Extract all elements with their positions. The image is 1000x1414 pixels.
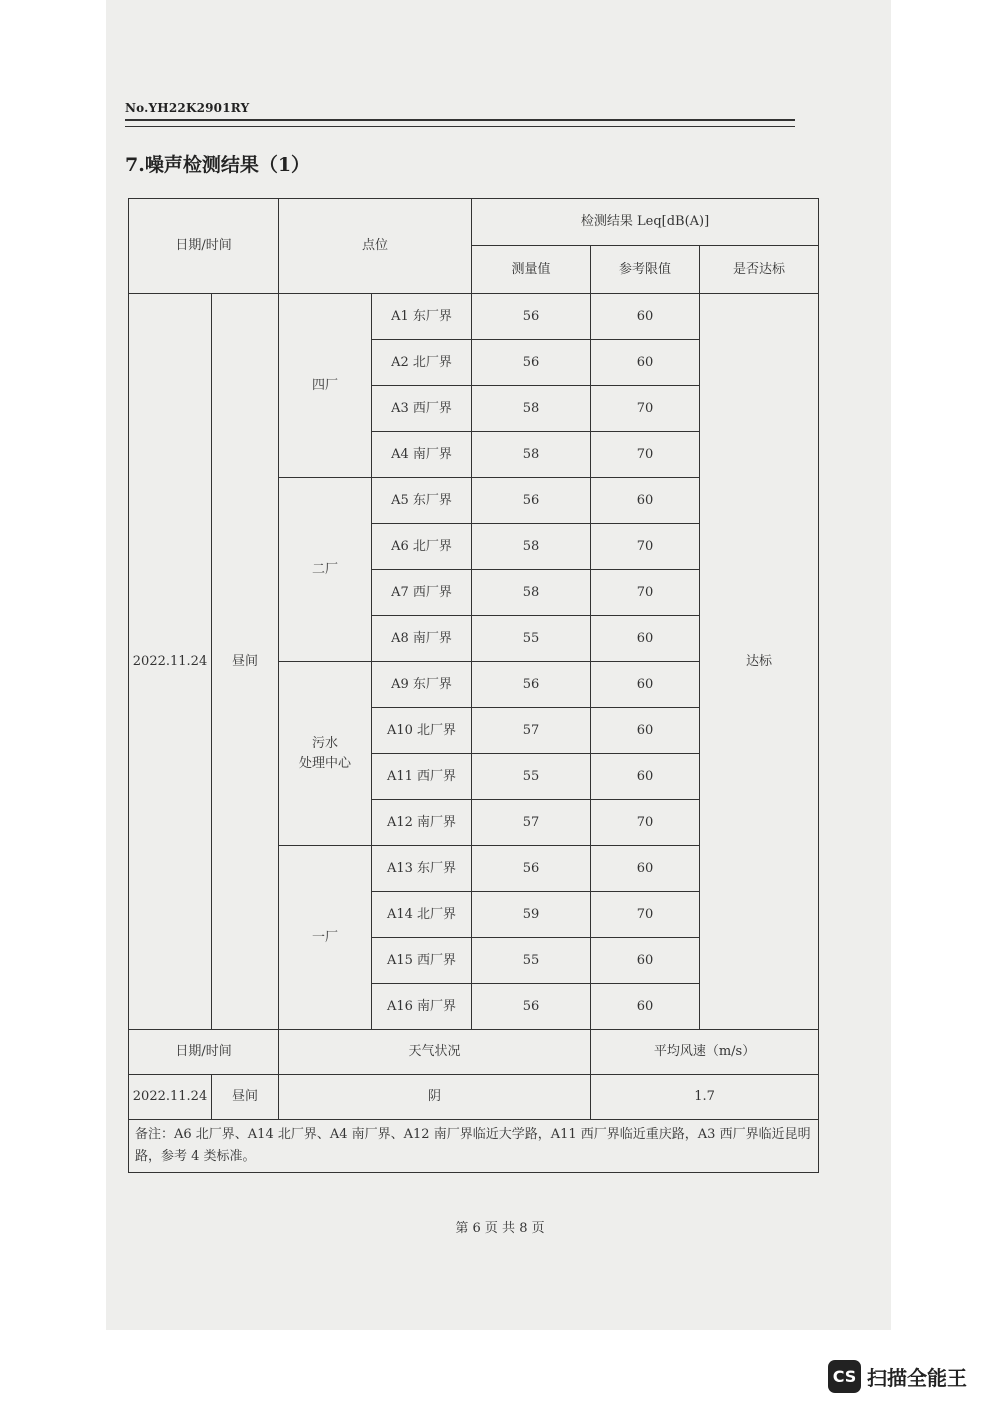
point-cell: A2 北厂界: [372, 340, 472, 386]
table-row: [129, 294, 819, 340]
date-cell: 2022.11.24: [129, 294, 212, 1030]
noise-results-table: [128, 198, 819, 1173]
measured-cell: 55: [472, 754, 591, 800]
verdict-cell: 达标: [700, 294, 819, 1030]
weather-datetime-label: 日期/时间: [129, 1030, 279, 1075]
point-cell: A9 东厂界: [372, 662, 472, 708]
header-datetime: 日期/时间: [129, 199, 279, 294]
measured-cell: 56: [472, 846, 591, 892]
point-cell: A6 北厂界: [372, 524, 472, 570]
measured-cell: 58: [472, 386, 591, 432]
limit-cell: 70: [591, 524, 700, 570]
weather-wind-label: 平均风速（m/s）: [591, 1030, 819, 1075]
header-limit: 参考限值: [591, 246, 700, 294]
point-cell: A13 东厂界: [372, 846, 472, 892]
weather-period: 昼间: [212, 1075, 279, 1120]
group-name: [279, 662, 372, 846]
limit-cell: 70: [591, 386, 700, 432]
measured-cell: 58: [472, 432, 591, 478]
measured-cell: 56: [472, 294, 591, 340]
limit-cell: 60: [591, 846, 700, 892]
weather-condition-label: 天气状况: [279, 1030, 591, 1075]
point-cell: A12 南厂界: [372, 800, 472, 846]
scanner-watermark: [828, 1360, 967, 1393]
point-cell: A1 东厂界: [372, 294, 472, 340]
limit-cell: 70: [591, 432, 700, 478]
point-cell: A15 西厂界: [372, 938, 472, 984]
group-name: 四厂: [279, 294, 372, 478]
measured-cell: 58: [472, 570, 591, 616]
header-rule: [125, 119, 795, 127]
header-point: 点位: [279, 199, 472, 294]
limit-cell: 60: [591, 294, 700, 340]
page-number: 第 6 页 共 8 页: [455, 1221, 545, 1236]
watermark-app-name: 扫描全能王: [867, 1366, 967, 1390]
limit-cell: 60: [591, 938, 700, 984]
limit-cell: 70: [591, 570, 700, 616]
point-cell: A16 南厂界: [372, 984, 472, 1030]
point-cell: A5 东厂界: [372, 478, 472, 524]
point-cell: A3 西厂界: [372, 386, 472, 432]
group-name-line2: 处理中心: [299, 755, 352, 771]
weather-wind: 1.7: [591, 1075, 819, 1120]
measured-cell: 58: [472, 524, 591, 570]
weather-date: 2022.11.24: [129, 1075, 212, 1120]
limit-cell: 70: [591, 892, 700, 938]
measured-cell: 55: [472, 616, 591, 662]
point-cell: A10 北厂界: [372, 708, 472, 754]
limit-cell: 60: [591, 340, 700, 386]
remark-note: 备注：A6 北厂界、A14 北厂界、A4 南厂界、A12 南厂界临近大学路，A11 西厂界临近重庆路，A3 西厂界临近昆明路，参考 4 类标准。: [129, 1120, 819, 1173]
point-cell: A8 南厂界: [372, 616, 472, 662]
header-result-group: 检测结果 Leq[dB(A)]: [472, 199, 819, 246]
measured-cell: 57: [472, 708, 591, 754]
weather-condition: 阴: [279, 1075, 591, 1120]
point-cell: A7 西厂界: [372, 570, 472, 616]
group-name: 一厂: [279, 846, 372, 1030]
limit-cell: 60: [591, 984, 700, 1030]
measured-cell: 56: [472, 340, 591, 386]
period-cell: 昼间: [212, 294, 279, 1030]
limit-cell: 60: [591, 754, 700, 800]
measured-cell: 56: [472, 662, 591, 708]
limit-cell: 60: [591, 616, 700, 662]
measured-cell: 59: [472, 892, 591, 938]
header-compliant: 是否达标: [700, 246, 819, 294]
measured-cell: 56: [472, 478, 591, 524]
point-cell: A14 北厂界: [372, 892, 472, 938]
report-number: No.YH22K2901RY: [125, 101, 250, 115]
measured-cell: 56: [472, 984, 591, 1030]
point-cell: A4 南厂界: [372, 432, 472, 478]
header-measured: 测量值: [472, 246, 591, 294]
point-cell: A11 西厂界: [372, 754, 472, 800]
section-title: 7.噪声检测结果（1）: [125, 154, 311, 176]
limit-cell: 60: [591, 708, 700, 754]
measured-cell: 57: [472, 800, 591, 846]
measured-cell: 55: [472, 938, 591, 984]
limit-cell: 70: [591, 800, 700, 846]
limit-cell: 60: [591, 478, 700, 524]
camscanner-logo-icon: CS: [828, 1360, 861, 1393]
group-name-line1: 污水: [312, 736, 339, 751]
limit-cell: 60: [591, 662, 700, 708]
group-name: 二厂: [279, 478, 372, 662]
